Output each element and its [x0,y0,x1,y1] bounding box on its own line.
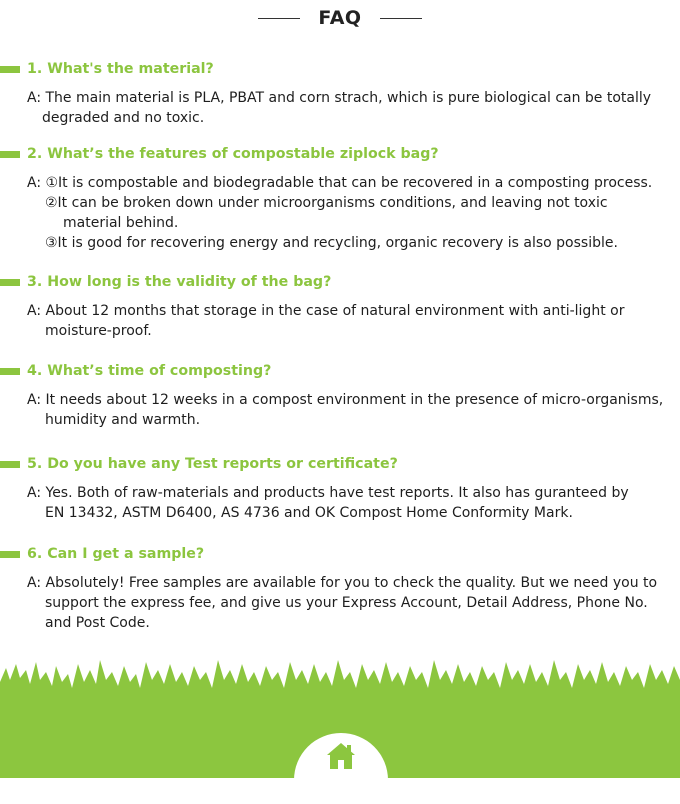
answer-line: humidity and warmth. [45,412,201,428]
question-text: 6. Can I get a sample? [27,546,205,562]
answer-line: A: Absolutely! Free samples are available for you to check the quality. But we need you to [27,575,658,591]
faq-answer-5 [0,483,680,523]
faq-item-6 [0,544,680,633]
faq-answer-2 [0,173,680,253]
faq-answer-3 [0,301,680,341]
answer-line: A: It needs about 12 weeks in a compost environment in the presence of micro-organisms, [27,392,664,408]
question-text: 4. What’s time of composting? [27,363,272,379]
answer-line: ③It is good for recovering energy and recycling, organic recovery is also possible. [45,235,618,251]
question-text: 1. What's the material? [27,61,214,77]
answer-line: A: About 12 months that storage in the case of natural environment with anti-light or [27,303,625,319]
faq-question-5 [0,454,680,474]
faq-question-3 [0,272,680,292]
faq-question-1 [0,59,680,79]
faq-item-4 [0,361,680,430]
faq-question-2 [0,144,680,164]
question-marker [0,368,20,375]
faq-item-1 [0,59,680,128]
faq-answer-4 [0,390,680,430]
header-right-divider [380,18,422,19]
answer-line: and Post Code. [45,615,150,631]
answer-line: A: The main material is PLA, PBAT and corn strach, which is pure biological can be totally [27,90,652,106]
question-marker [0,66,20,73]
answer-line: support the express fee, and give us your Express Account, Detail Address, Phone No. [45,595,648,611]
answer-line: degraded and no toxic. [42,110,205,126]
faq-item-5 [0,454,680,523]
header-left-divider [258,18,300,19]
faq-item-3 [0,272,680,341]
question-text: 2. What’s the features of compostable ziplock bag? [27,146,439,162]
faq-header [0,0,680,36]
answer-line: moisture-proof. [45,323,152,339]
question-text: 5. Do you have any Test reports or certificate? [27,456,398,472]
question-marker [0,151,20,158]
answer-line: A: ①It is compostable and biodegradable that can be recovered in a composting process. [27,175,653,191]
faq-answer-6 [0,573,680,633]
question-marker [0,279,20,286]
faq-answer-1 [0,88,680,128]
answer-line: ②It can be broken down under microorganisms conditions, and leaving not toxic [45,195,608,211]
answer-line: A: Yes. Both of raw-materials and products have test reports. It also has guranteed by [27,485,629,501]
faq-item-2 [0,144,680,253]
question-text: 3. How long is the validity of the bag? [27,274,332,290]
home-badge[interactable] [294,730,388,780]
page-title: FAQ [318,7,362,29]
question-marker [0,461,20,468]
answer-line: material behind. [63,215,179,231]
faq-question-6 [0,544,680,564]
home-icon [326,742,356,770]
answer-line: EN 13432, ASTM D6400, AS 4736 and OK Compost Home Conformity Mark. [45,505,573,521]
question-marker [0,551,20,558]
faq-question-4 [0,361,680,381]
